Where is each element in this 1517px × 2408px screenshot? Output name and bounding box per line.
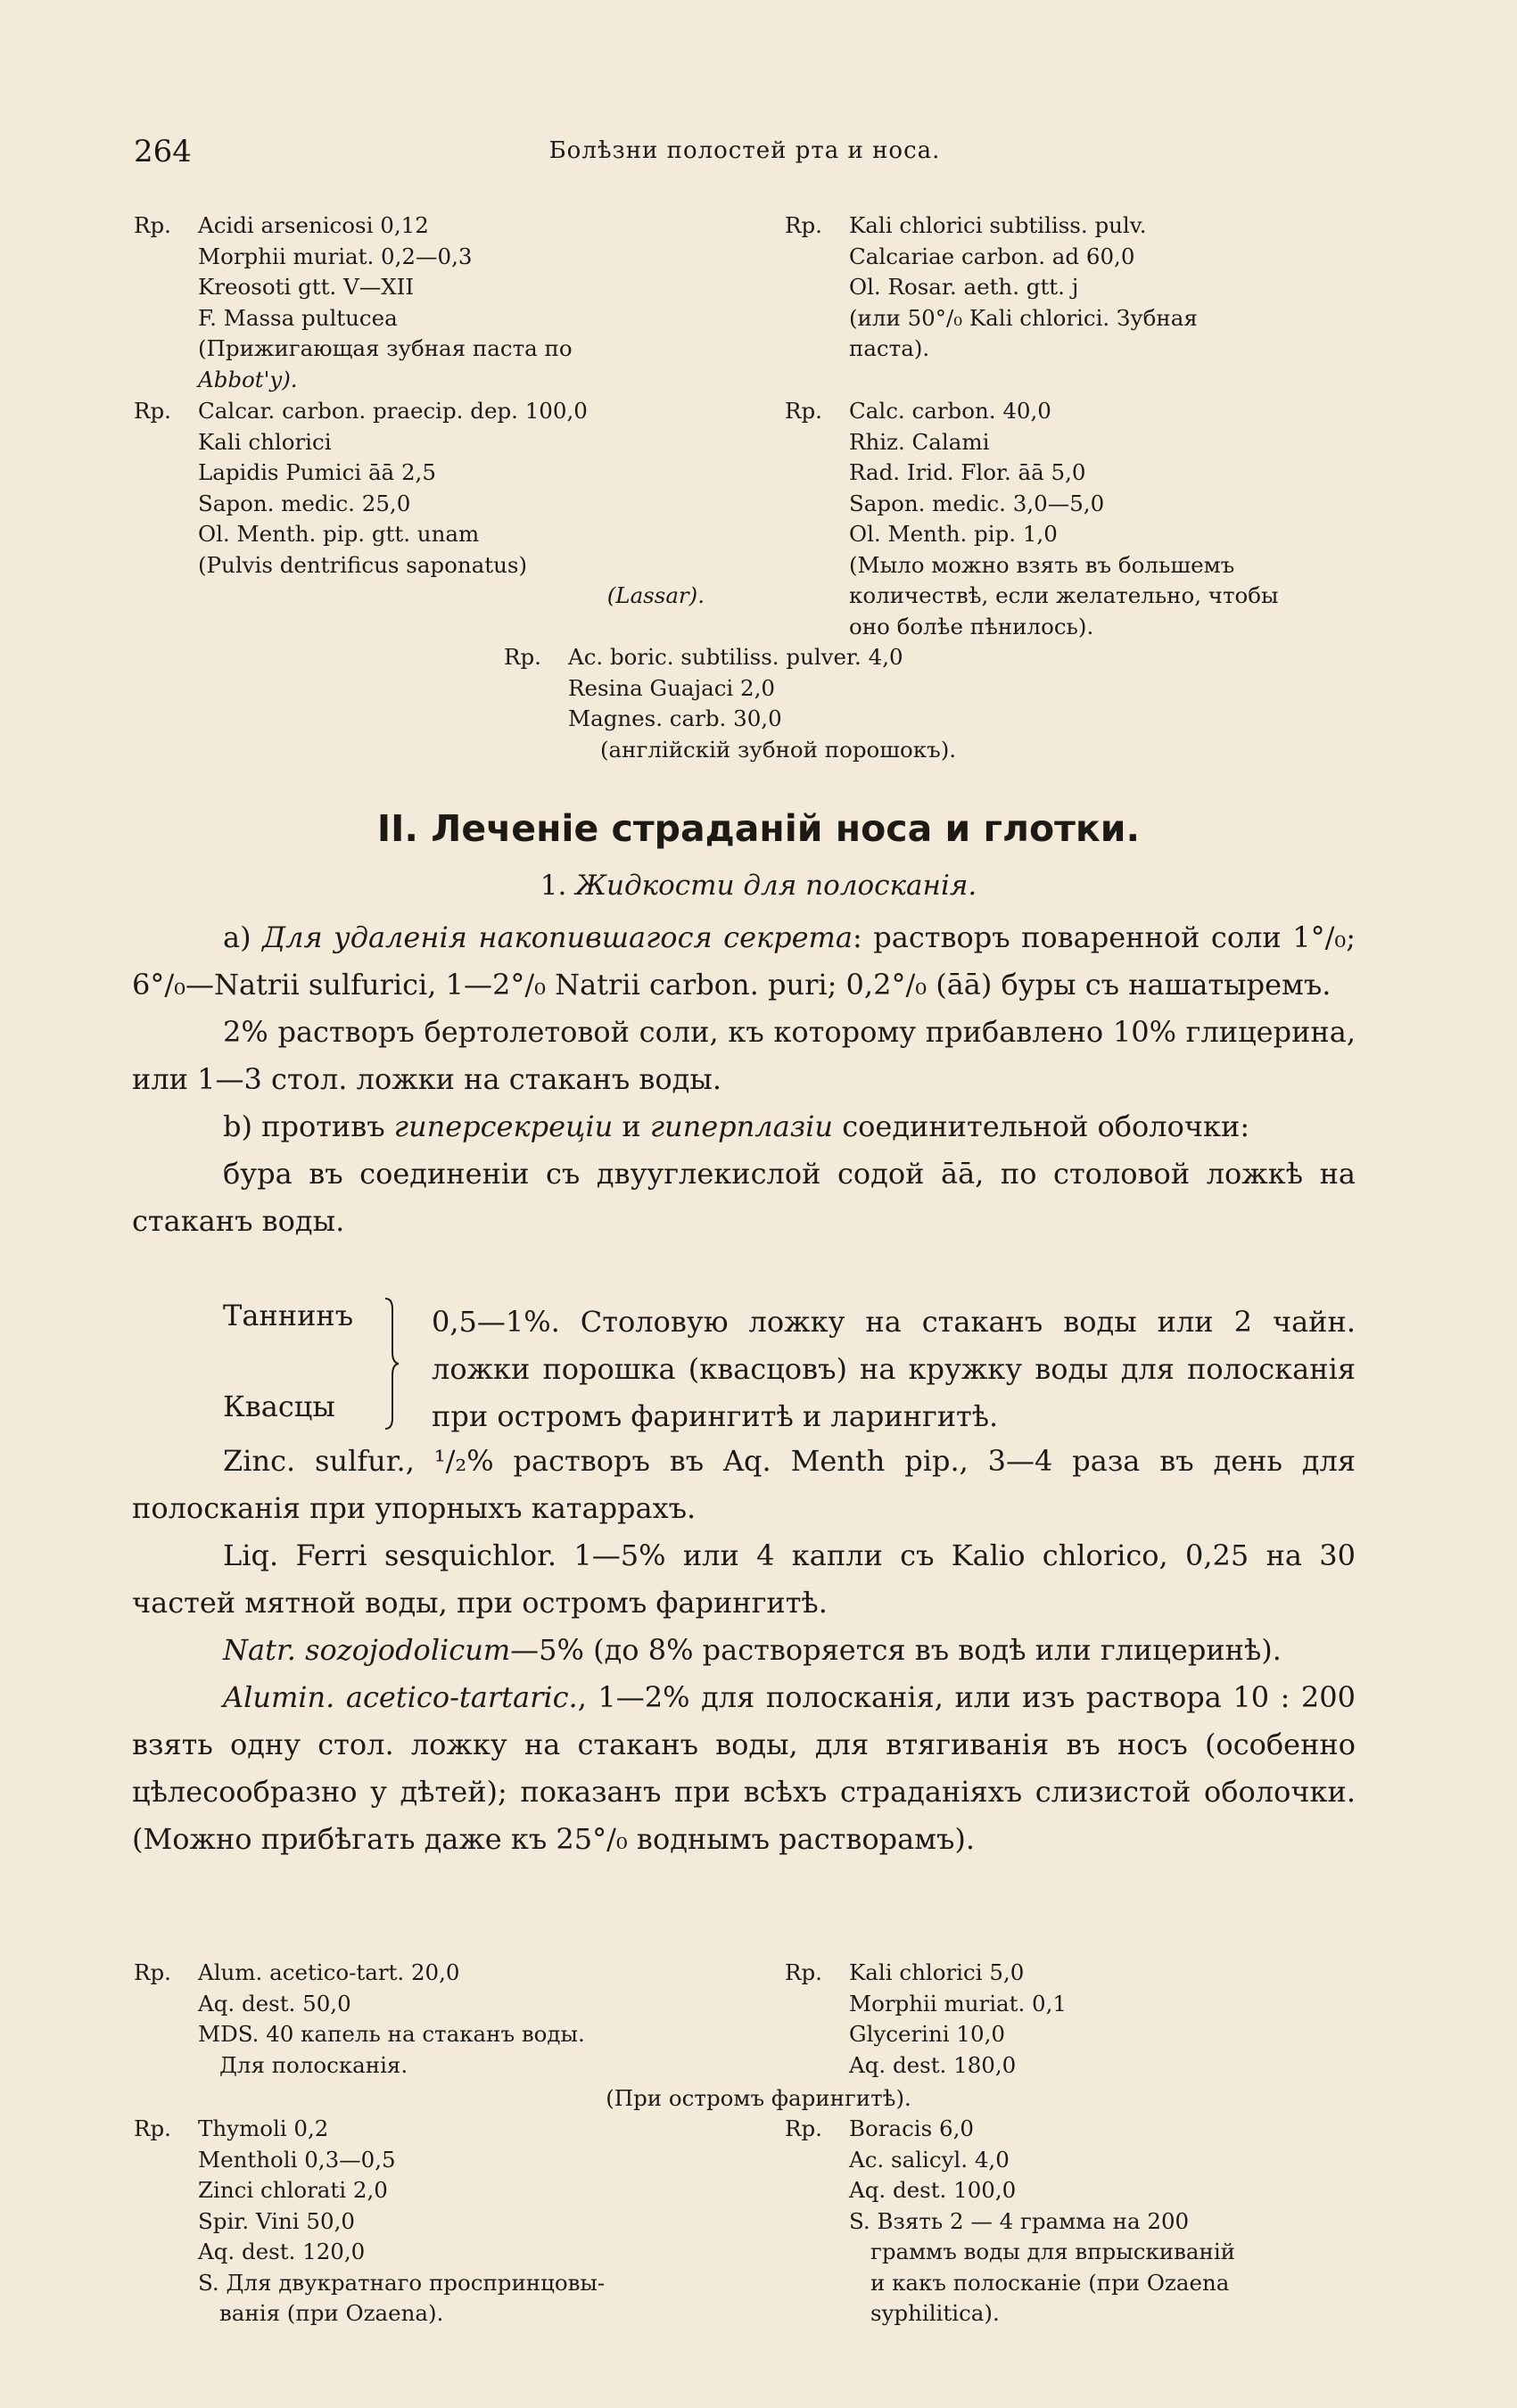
recipe-line: Rhiz. Calami [849,428,990,455]
paragraph [132,1674,1356,1863]
body-text-1 [132,914,1356,1245]
recipe-arsenic-paste [134,210,573,395]
recipe-calamus-powder [785,396,1356,642]
recipe-line: (Мыло можно взять въ большемъ [849,551,1235,578]
paragraph: Liq. Ferri sesquichlor. 1—5% или 4 капли съ Kalio chlorico, 0,25 на 30 частей мятной воды, при остромъ фарингитѣ. [132,1538,1356,1620]
recipe-line: ванія (при Ozaena). [219,2300,444,2326]
recipe-line: (Прижигающая зубная паста по [198,335,573,361]
brace-label-alum: Квасцы [223,1390,335,1423]
paragraph: 2% растворъ бертолетовой соли, къ которому прибавлено 10% глицерина, или 1—3 стол. ложки на стаканъ воды. [132,1015,1356,1096]
text-run-italic: Для удаленія накопившагося секрета [262,920,853,954]
recipe-line: граммъ воды для впрыскиваній [870,2239,1235,2264]
brace-text: 0,5—1%. Столовую ложку на стаканъ воды или 2 чайн. ложки порошка (квасцовъ) на кружку воды для полосканія при остромъ фарингитѣ и ларингитѣ. [432,1305,1356,1433]
recipe-rp: Rp. [134,2115,171,2141]
recipe-rp: Rp. [785,1959,822,1985]
recipe-rp: Rp. [785,212,822,238]
curly-brace-icon [382,1297,400,1431]
recipe-line: Aq. dest. 100,0 [849,2177,1017,2203]
subtitle-number: 1. [540,870,567,902]
recipe-dentifrice-lassar [134,396,705,612]
text-run: : растворъ поваренной соли 1°/₀; 6°/₀—Natrii sulfurici, 1—2°/₀ Natrii carbon. puri; 0,2°/₀ (āā) буры съ нашатыремъ. [132,920,1356,1002]
paragraph [132,914,1356,1009]
recipe-line: Rad. Irid. Flor. āā 5,0 [849,459,1086,485]
recipe-line: Aq. dest. 120,0 [198,2239,366,2264]
section-title: II. Леченіе страданій носа и глотки. [376,807,1141,850]
recipe-line: Morphii muriat. 0,2—0,3 [198,243,473,269]
recipe-line: Calcar. carbon. praecip. dep. 100,0 [198,398,588,424]
recipe-line: количествѣ, если желательно, чтобы [849,582,1279,608]
page-number: 264 [134,134,192,169]
recipe-author: (Lassar). [606,582,705,608]
recipe-line: Spir. Vini 50,0 [198,2207,355,2234]
recipe-note-pharyngitis: (При остромъ фарингитѣ). [606,2085,911,2111]
recipe-line: паста). [849,335,930,361]
recipe-line: S. Для двукратнаго проспринцовы- [198,2269,606,2296]
recipe-line: Thymoli 0,2 [198,2115,329,2141]
recipe-line: Для полосканія. [219,2051,408,2078]
paragraph: бура въ соединеніи съ двууглекислой содой āā, по столовой ложкѣ на стаканъ воды. [132,1157,1356,1238]
recipe-line: Kali chlorici 5,0 [849,1959,1025,1985]
recipe-rp: Rp. [134,398,171,424]
recipe-line: Aq. dest. 180,0 [849,2051,1017,2078]
recipe-line: Zinci chlorati 2,0 [198,2177,388,2203]
text-run-italic: гиперсекреціи [393,1109,614,1143]
recipe-line: Aq. dest. 50,0 [198,1990,351,2016]
paragraph [132,1627,1356,1674]
recipe-line: Mentholi 0,3—0,5 [198,2146,396,2173]
recipe-line: syphilitica). [870,2300,1000,2326]
recipe-line: Kreosoti gtt. V—XII [198,274,414,300]
recipe-line: Magnes. carb. 30,0 [568,705,782,731]
recipe-line: Calc. carbon. 40,0 [849,398,1051,424]
recipe-line: оно болѣе пѣнилось). [849,613,1094,639]
recipe-line: и какъ полосканіе (при Ozaena [870,2269,1230,2296]
recipe-line: Ac. boric. subtiliss. pulver. 4,0 [568,644,903,670]
text-run: а) [223,920,263,954]
body-text-2 [132,1438,1356,1863]
recipe-line: Calcariae carbon. ad 60,0 [849,243,1135,269]
text-run: b) противъ [223,1109,394,1143]
recipe-line: Sapon. medic. 3,0—5,0 [849,490,1105,516]
recipe-line: Alum. acetico-tart. 20,0 [198,1959,460,1985]
recipe-line: F. Massa pultucea [198,304,398,331]
recipe-line: Ol. Menth. pip. gtt. unam [198,521,480,547]
section-subtitle [0,870,1517,902]
recipe-line: Ol. Menth. pip. 1,0 [849,521,1058,547]
recipe-chlorate-morphine [785,1958,1067,2081]
recipe-line: Boracis 6,0 [849,2115,974,2141]
page-header [134,134,1356,173]
text-run-italic: Natr. sozojodolicum [223,1633,511,1667]
running-title: Болѣзни полостей рта и носа. [548,137,941,164]
text-run: и [613,1109,650,1143]
recipe-english-tooth-powder [504,642,956,765]
recipe-line: Ac. salicyl. 4,0 [849,2146,1010,2173]
recipe-rp: Rp. [785,398,822,424]
recipe-line: Sapon. medic. 25,0 [198,490,411,516]
recipe-line: Kali chlorici [198,428,332,455]
recipe-line: Morphii muriat. 0,1 [849,1990,1068,2016]
recipe-line: Kali chlorici subtiliss. pulv. [849,212,1147,238]
recipe-line: Glycerini 10,0 [849,2021,1005,2047]
recipe-line: Ol. Rosar. aeth. gtt. j [849,274,1079,300]
recipe-rp: Rp. [504,644,541,670]
text-run: —5% (до 8% растворяется въ водѣ или глицеринѣ). [510,1633,1282,1667]
recipe-rp: Rp. [134,1959,171,1985]
recipe-line: Lapidis Pumici āā 2,5 [198,459,436,485]
text-run: , 1—2% для полосканія, или изъ раствора 10 : 200 взять одну стол. ложку на стаканъ воды, для втягиванія въ носъ (особенно цѣлесообразно у дѣтей); показанъ при всѣхъ страданіяхъ слизистой оболочки. (Можно прибѣгать даже къ 25°/₀ воднымъ растворамъ). [132,1680,1356,1856]
subtitle-text: Жидкости для полосканія. [575,870,977,902]
recipe-alum-acetotartrate [134,1958,585,2081]
text-run: соединительной оболочки: [833,1109,1250,1143]
recipe-line: Acidi arsenicosi 0,12 [198,212,429,238]
recipe-line: S. Взять 2 — 4 грамма на 200 [849,2207,1190,2234]
text-run-italic: гиперплазіи [649,1109,834,1143]
recipe-line: Resina Guajaci 2,0 [568,674,775,701]
recipe-line: (англійскій зубной порошокъ). [600,736,957,763]
recipe-rp: Rp. [785,2115,822,2141]
text-run-italic: Alumin. acetico-tartaric. [223,1680,578,1714]
tannin-alum-block [132,1291,1356,1436]
recipe-chlorate-paste [785,210,1356,365]
brace-label-tannin: Таннинъ [223,1299,354,1332]
recipe-line: (Pulvis dentrificus saponatus) [198,551,528,578]
paragraph [132,1103,1356,1150]
recipe-thymol-menthol [134,2114,705,2330]
recipe-line: (или 50°/₀ Kali chlorici. Зубная [849,304,1198,331]
paragraph: Zinc. sulfur., ¹/₂% растворъ въ Aq. Menth pip., 3—4 раза въ день для полосканія при упорныхъ катаррахъ. [132,1444,1356,1525]
recipe-author: Abbot'y). [198,366,298,392]
recipe-rp: Rp. [134,212,171,238]
recipe-line: MDS. 40 капель на стаканъ воды. [198,2021,585,2047]
recipe-borax-salicyl [785,2114,1356,2330]
